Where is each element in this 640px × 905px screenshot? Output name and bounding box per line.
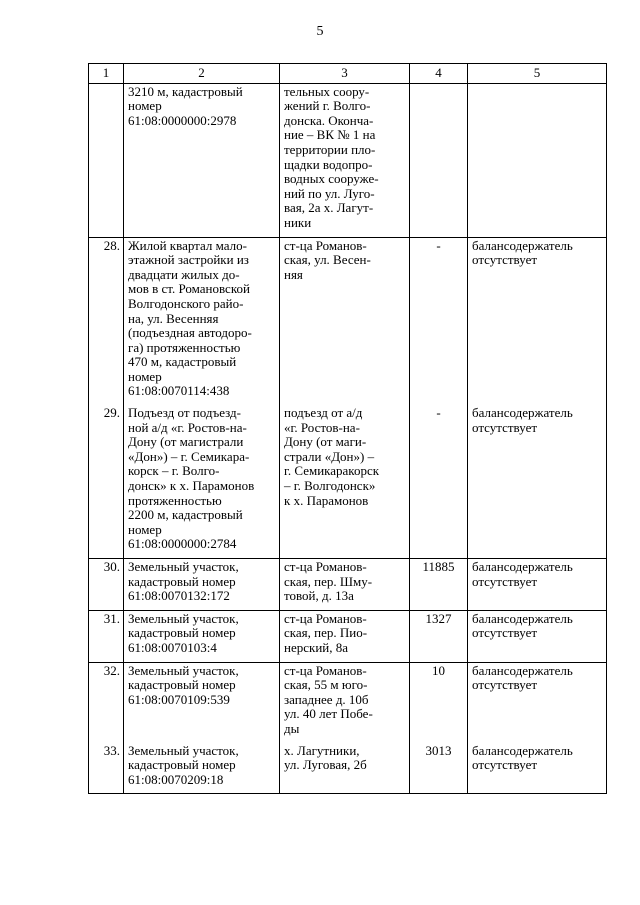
row-number: 31. (89, 610, 124, 662)
object-name: Земельный участок, кадастровый номер 61:08:0070103:4 (124, 610, 280, 662)
column-header: 4 (410, 64, 468, 84)
row-number: 29. (89, 405, 124, 558)
balance-holder (468, 83, 607, 237)
object-name: Земельный участок, кадастровый номер 61:08:0070109:539 (124, 662, 280, 742)
object-area: 1327 (410, 610, 468, 662)
table-row (89, 743, 607, 794)
balance-holder: балансодержатель отсутствует (468, 237, 607, 405)
row-number: 32. (89, 662, 124, 742)
table-header-row (89, 64, 607, 84)
object-area: 11885 (410, 559, 468, 611)
object-area: - (410, 405, 468, 558)
object-address: ст-ца Романов- ская, ул. Весен- няя (280, 237, 410, 405)
row-number: 28. (89, 237, 124, 405)
column-header: 2 (124, 64, 280, 84)
table-row (89, 405, 607, 558)
object-address: подъезд от а/д «г. Ростов-на- Дону (от маги- страли «Дон») – г. Семикаракорск – г. Волгодонск» к х. Парамонов (280, 405, 410, 558)
object-name: Земельный участок, кадастровый номер 61:08:0070209:18 (124, 743, 280, 794)
table-row (89, 610, 607, 662)
balance-holder: балансодержатель отсутствует (468, 743, 607, 794)
page-number: 5 (316, 24, 324, 39)
balance-holder: балансодержатель отсутствует (468, 559, 607, 611)
row-number: 30. (89, 559, 124, 611)
object-name: Земельный участок, кадастровый номер 61:08:0070132:172 (124, 559, 280, 611)
table-row (89, 662, 607, 742)
object-address: х. Лагутники, ул. Луговая, 2б (280, 743, 410, 794)
table-row (89, 237, 607, 405)
object-address: ст-ца Романов- ская, пер. Шму- товой, д. 13а (280, 559, 410, 611)
object-address: тельных соору- жений г. Волго- донска. Оконча- ние – ВК № 1 на территории пло- щадки водопро- водных сооруже- ний по ул. Луго- вая, 2а х. Лагут- ники (280, 83, 410, 237)
object-name: Жилой квартал мало- этажной застройки из двадцати жилых до- мов в ст. Романовской Волгодонского райо- на, ул. Весенняя (подъездная автодоро- га) протяженностью 470 м, кадастровый номер 61:08:0070114:438 (124, 237, 280, 405)
balance-holder: балансодержатель отсутствует (468, 610, 607, 662)
column-header: 5 (468, 64, 607, 84)
balance-holder: балансодержатель отсутствует (468, 662, 607, 742)
object-area: 10 (410, 662, 468, 742)
balance-holder: балансодержатель отсутствует (468, 405, 607, 558)
object-address: ст-ца Романов- ская, пер. Пио- нерский, 8а (280, 610, 410, 662)
column-header: 3 (280, 64, 410, 84)
row-number (89, 83, 124, 237)
object-name: 3210 м, кадастровый номер 61:08:0000000:2978 (124, 83, 280, 237)
object-area: - (410, 237, 468, 405)
object-area: 3013 (410, 743, 468, 794)
column-header: 1 (89, 64, 124, 84)
object-address: ст-ца Романов- ская, 55 м юго- западнее д. 10б ул. 40 лет Побе- ды (280, 662, 410, 742)
object-area (410, 83, 468, 237)
registry-table (88, 63, 607, 794)
object-name: Подъезд от подъезд- ной а/д «г. Ростов-на- Дону (от магистрали «Дон») – г. Семикара- корск – г. Волго- донск» к х. Парамонов протяженностью 2200 м, кадастровый номер 61:08:0000000:2784 (124, 405, 280, 558)
row-number: 33. (89, 743, 124, 794)
table-row (89, 559, 607, 611)
table-row (89, 83, 607, 237)
